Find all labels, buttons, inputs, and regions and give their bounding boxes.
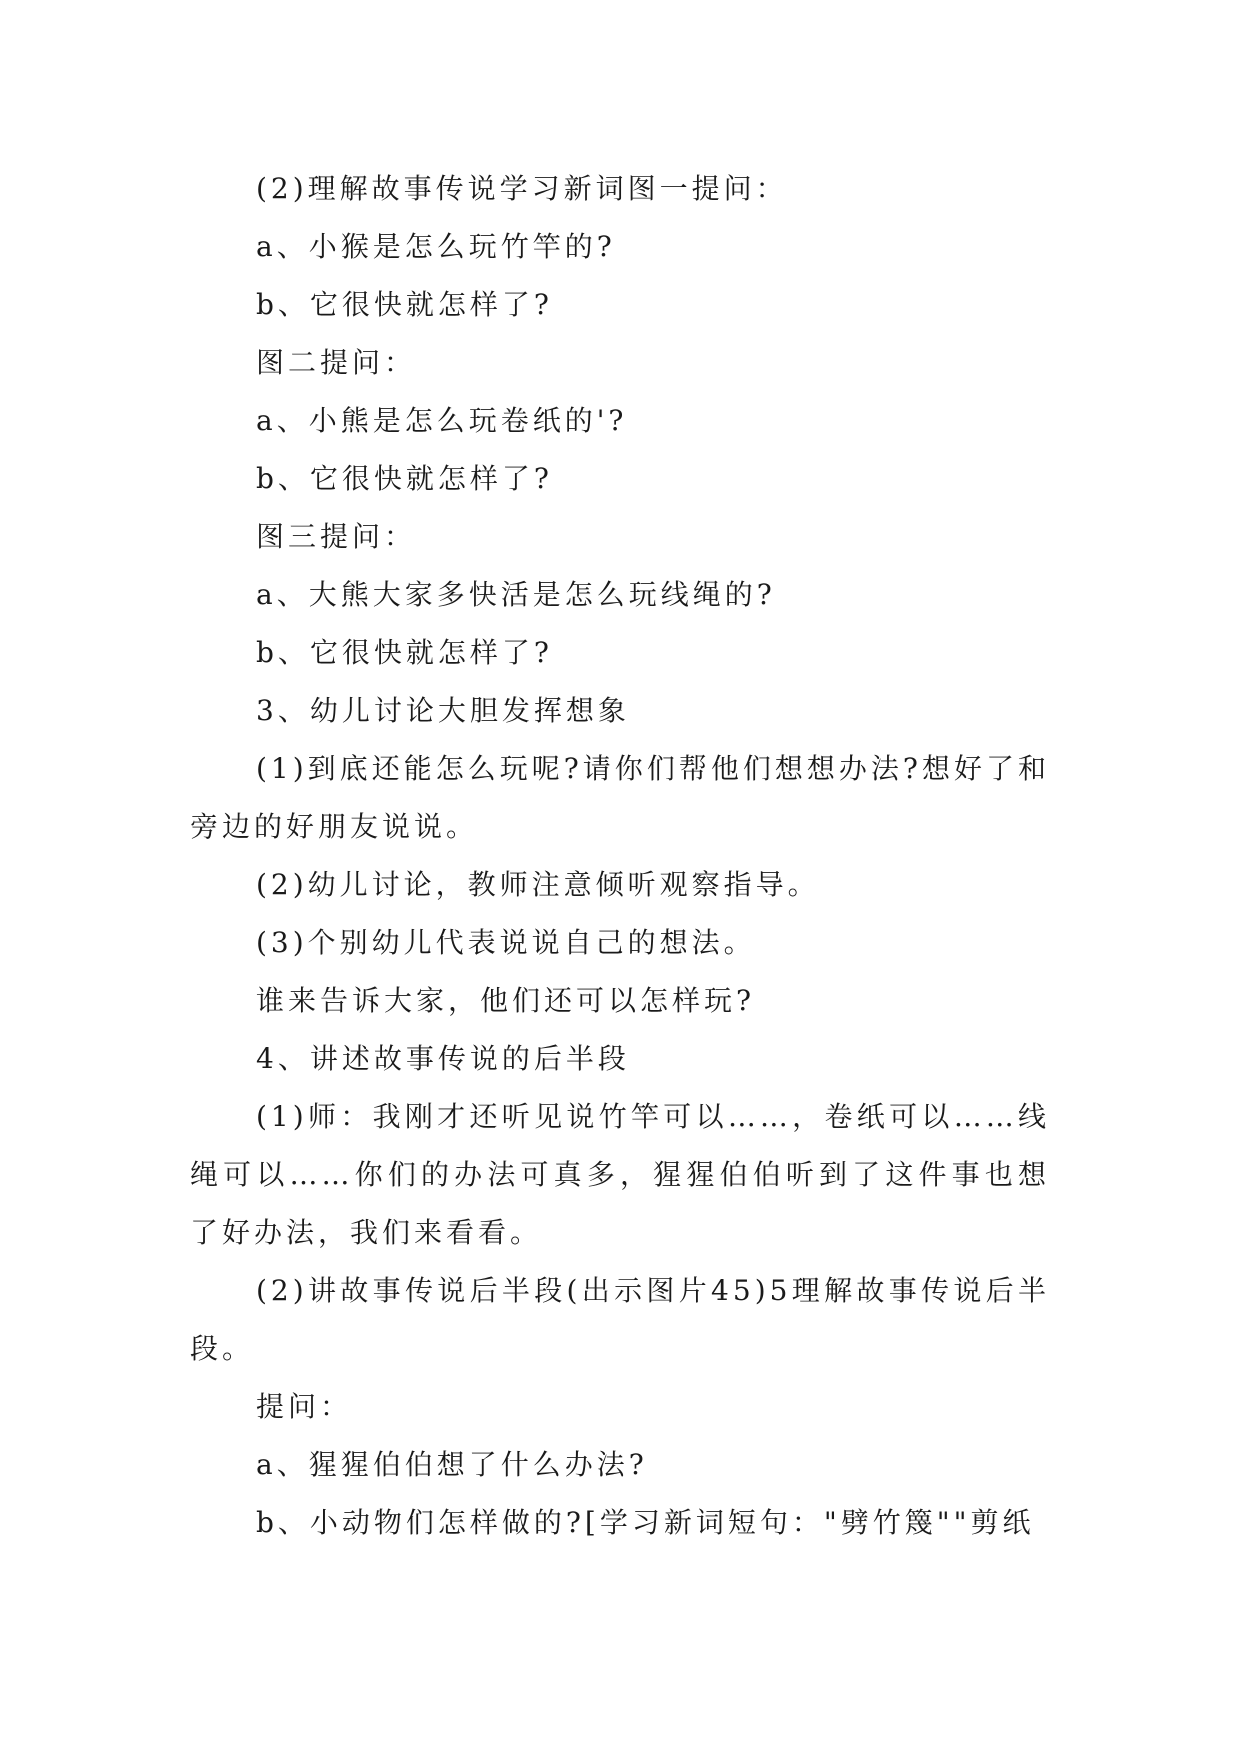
document-body <box>190 160 1050 1552</box>
paragraph: 谁来告诉大家，他们还可以怎样玩? <box>256 984 756 1017</box>
paragraph: a、猩猩伯伯想了什么办法? <box>256 1448 648 1481</box>
paragraph: b、它很快就怎样了? <box>256 636 553 669</box>
paragraph: b、小动物们怎样做的?[学习新词短句："劈竹篾""剪纸 <box>256 1506 1035 1539</box>
paragraph: b、它很快就怎样了? <box>256 288 553 321</box>
paragraph: (2)理解故事传说学习新词图一提问： <box>256 172 788 205</box>
paragraph: (1)到底还能怎么玩呢?请你们帮他们想想办法?想好了和旁边的好朋友说说。 <box>190 752 1050 843</box>
paragraph: 提问： <box>256 1390 353 1423</box>
paragraph: b、它很快就怎样了? <box>256 462 553 495</box>
paragraph: a、小猴是怎么玩竹竿的? <box>256 230 616 263</box>
paragraph: 图二提问： <box>256 346 417 379</box>
paragraph: a、小熊是怎么玩卷纸的'? <box>256 404 628 437</box>
paragraph: a、大熊大家多快活是怎么玩线绳的? <box>256 578 776 611</box>
paragraph: (2)幼儿讨论，教师注意倾听观察指导。 <box>256 868 820 901</box>
paragraph: (1)师：我刚才还听见说竹竿可以……，卷纸可以……线绳可以……你们的办法可真多，猩猩伯伯听到了这件事也想了好办法，我们来看看。 <box>190 1100 1050 1249</box>
paragraph: (3)个别幼儿代表说说自己的想法。 <box>256 926 756 959</box>
paragraph: 4、讲述故事传说的后半段 <box>256 1042 630 1075</box>
paragraph: 3、幼儿讨论大胆发挥想象 <box>256 694 630 727</box>
paragraph: 图三提问： <box>256 520 417 553</box>
paragraph: (2)讲故事传说后半段(出示图片45)5理解故事传说后半段。 <box>190 1274 1050 1365</box>
